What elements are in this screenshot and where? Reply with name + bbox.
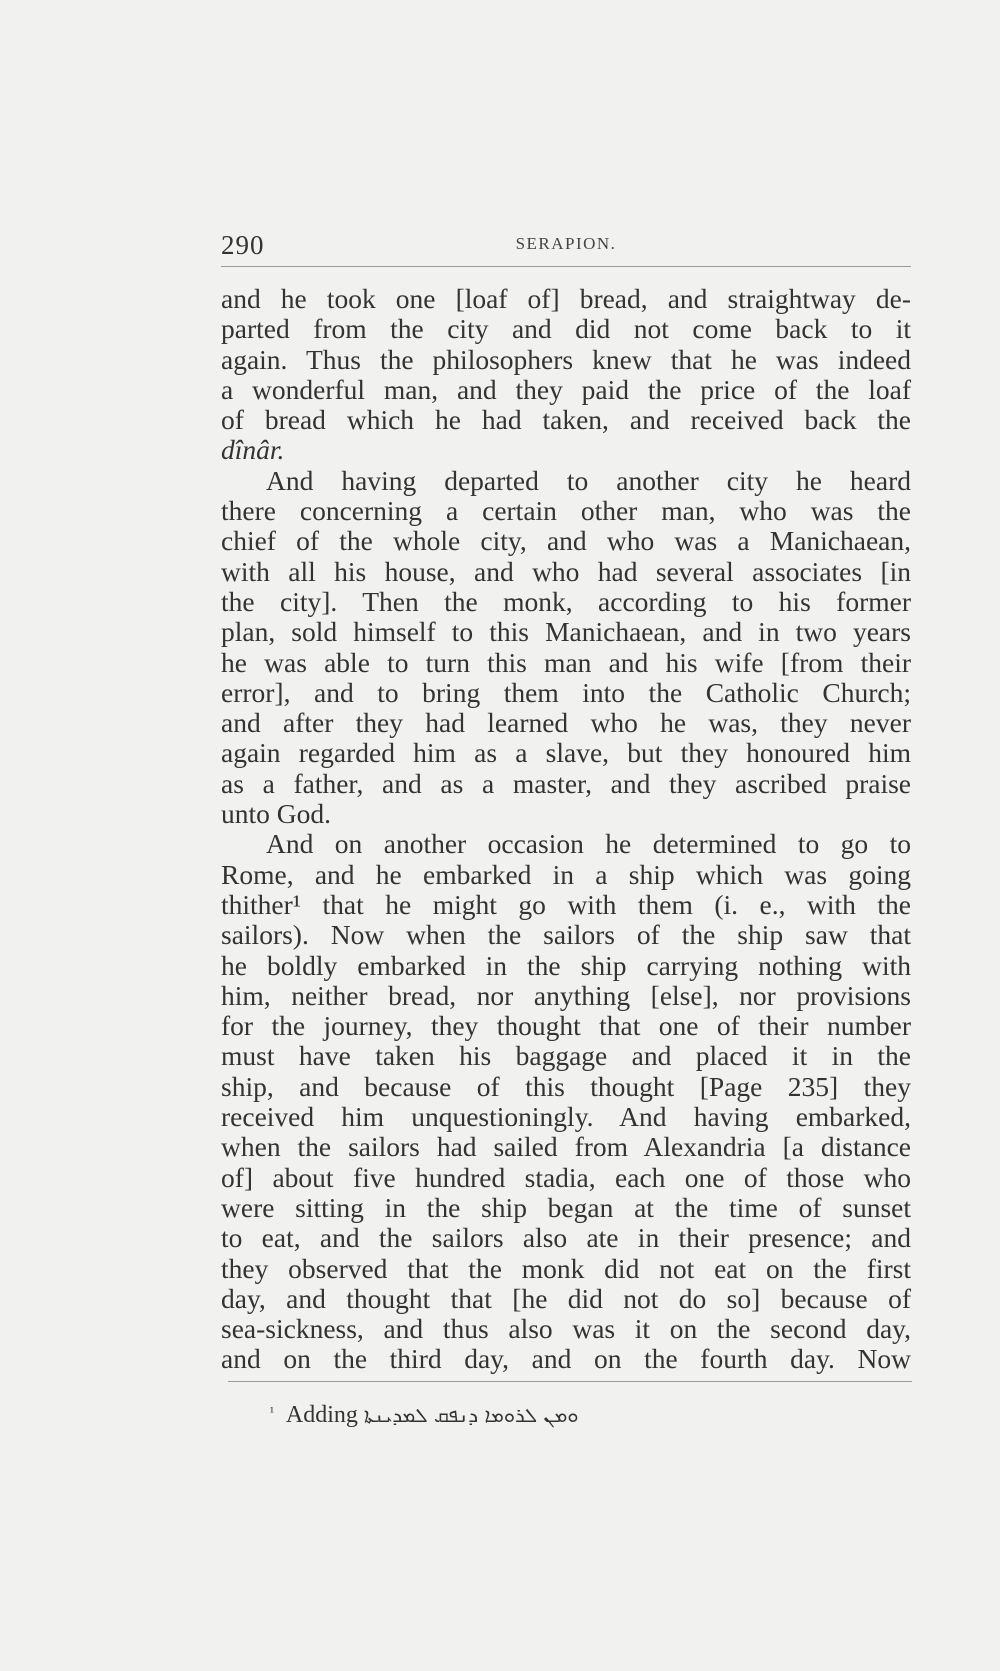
running-head: SERAPION.	[515, 234, 617, 253]
text-line: error], and to bring them into the Catholic Church;	[221, 676, 911, 708]
text-line: again. Thus the philosophers knew that he was indeed	[221, 343, 911, 375]
text-line: he boldly embarked in the ship carrying nothing with	[221, 949, 911, 981]
text-line: parted from the city and did not come back to it	[221, 313, 911, 345]
text-line: they observed that the monk did not eat on the first	[221, 1252, 911, 1284]
text-line: unto God.	[221, 798, 331, 830]
text-line: Rome, and he embarked in a ship which was going	[221, 858, 911, 890]
text-line: for the journey, they thought that one of their number	[221, 1010, 911, 1042]
page-number: 290	[221, 230, 265, 260]
text-line: received him unquestioningly. And having embarked,	[221, 1101, 911, 1133]
text-line: were sitting in the ship began at the time of sunset	[221, 1191, 911, 1223]
text-line: again regarded him as a slave, but they honoured him	[221, 737, 911, 769]
text-line: and he took one [loaf of] bread, and straightway de-	[221, 283, 911, 314]
page-header	[221, 230, 911, 264]
text-line: with all his house, and who had several associates [in	[221, 555, 911, 587]
footnote-text: Adding	[285, 1402, 358, 1428]
text-line: sea-sickness, and thus also was it on the second day,	[221, 1313, 911, 1345]
footnote-rule	[228, 1381, 912, 1382]
text-line: him, neither bread, nor anything [else], nor provisions	[221, 979, 911, 1011]
text-line: of bread which he had taken, and received back the	[221, 404, 911, 436]
text-line: and after they had learned who he was, they never	[221, 707, 911, 739]
text-line: plan, sold himself to this Manichaean, and in two years	[221, 616, 911, 648]
text-line: as a father, and as a master, and they ascribed praise	[221, 767, 911, 799]
text-line: there concerning a certain other man, who was the	[221, 495, 911, 527]
text-line: must have taken his baggage and placed it in the	[221, 1040, 911, 1072]
text-line: the city]. Then the monk, according to his former	[221, 585, 911, 617]
text-line: he was able to turn this man and his wife [from their	[221, 646, 911, 678]
footnote-mark: ¹	[270, 1404, 274, 1419]
text-line: and on the third day, and on the fourth day. Now	[221, 1343, 911, 1375]
text-line: And having departed to another city he heard	[266, 464, 911, 496]
text-line: ship, and because of this thought [Page 235] they	[221, 1070, 911, 1102]
text-line: to eat, and the sailors also ate in their presence; and	[221, 1222, 911, 1254]
text-line: dînâr.	[221, 434, 285, 466]
text-line: of] about five hundred stadia, each one of those who	[221, 1161, 911, 1193]
text-line: when the sailors had sailed from Alexandria [a distance	[221, 1131, 911, 1163]
footnote	[270, 1402, 579, 1429]
text-line: sailors). Now when the sailors of the ship saw that	[221, 919, 911, 951]
text-line: a wonderful man, and they paid the price of the loaf	[221, 373, 911, 405]
header-rule	[221, 266, 911, 267]
text-line: chief of the whole city, and who was a Manichaean,	[221, 525, 911, 557]
footnote-syriac-text: ܘܡܢ ܠܪܘܡܐ ܕܢܦܩ ܠܡܕܝܢܬܐ	[363, 1403, 579, 1427]
text-line: And on another occasion he determined to go to	[266, 828, 911, 860]
text-line: day, and thought that [he did not do so] because of	[221, 1282, 911, 1314]
body-text	[221, 284, 911, 1375]
text-line: thither¹ that he might go with them (i. e., with the	[221, 888, 911, 920]
